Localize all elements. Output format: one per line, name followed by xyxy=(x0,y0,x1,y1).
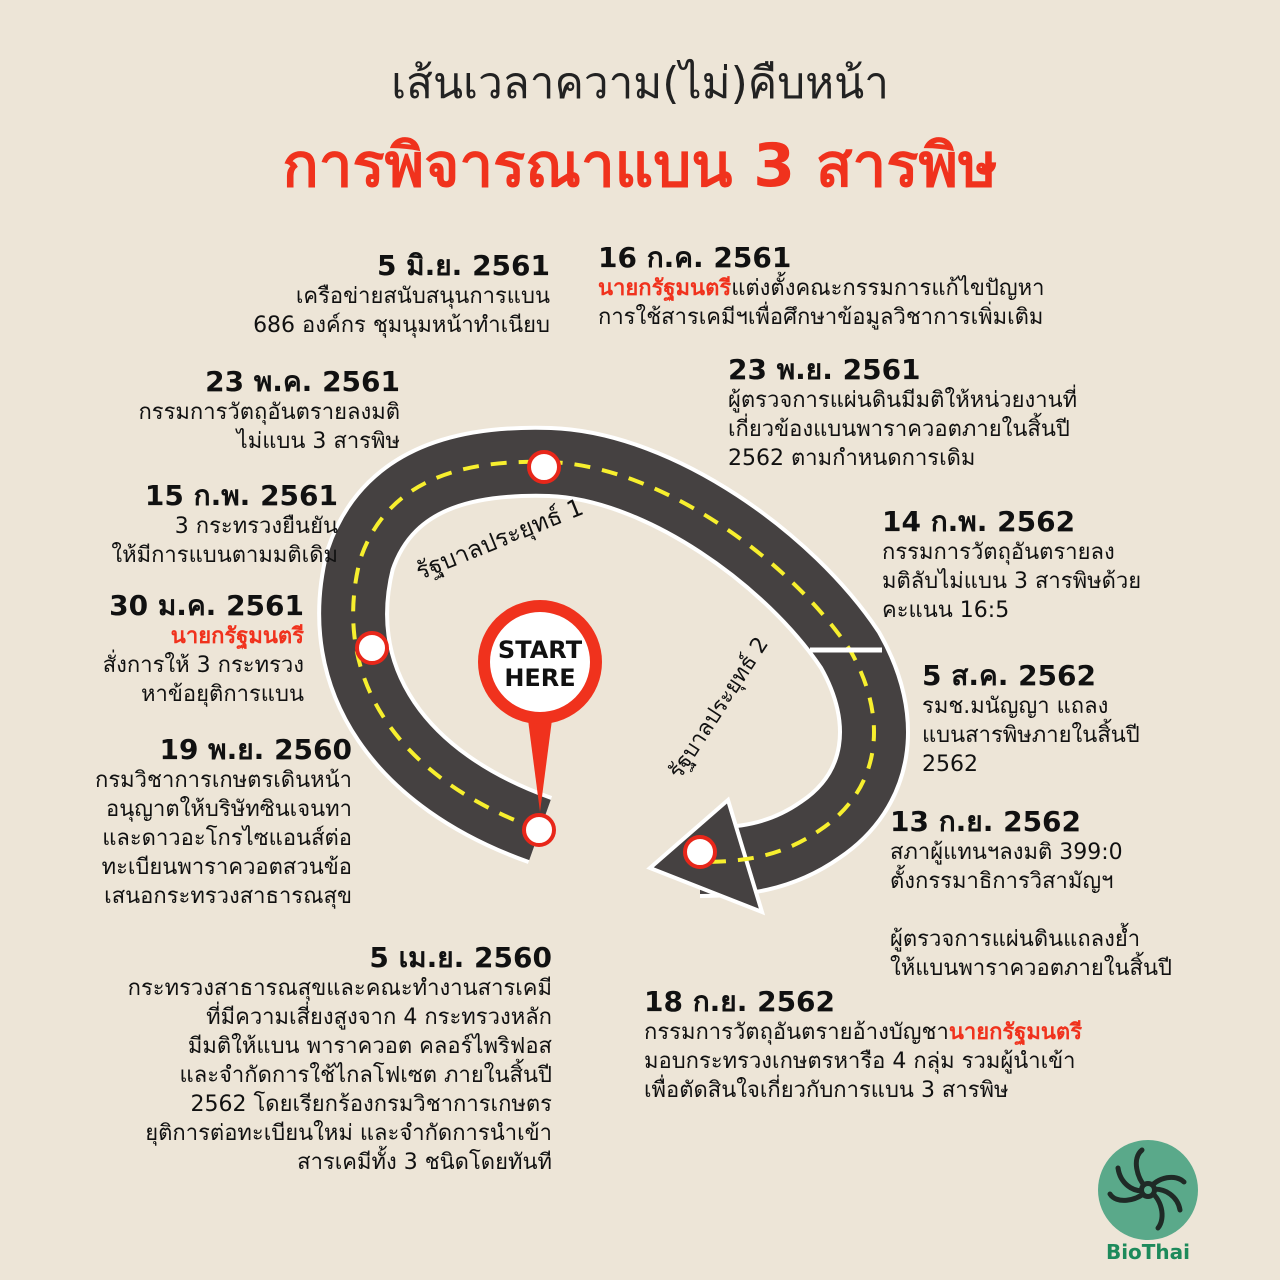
start-label: START xyxy=(497,636,583,664)
event-text: เกี่ยวข้องแบนพาราควอตภายในสิ้นปี xyxy=(728,417,1070,442)
event-text: กรมวิชาการเกษตรเดินหน้า xyxy=(95,768,352,793)
timeline-event xyxy=(890,806,1260,983)
event-text: คะแนน 16:5 xyxy=(882,598,1010,623)
event-text: เสนอกระทรวงสาธารณสุข xyxy=(104,884,352,909)
event-date: 16 ก.ค. 2561 xyxy=(598,241,792,274)
event-text: กระทรวงสาธารณสุขและคณะทำงานสารเคมี xyxy=(127,976,552,1001)
event-text: กรรมการวัตถุอันตรายลง xyxy=(882,540,1115,565)
event-date: 15 ก.พ. 2561 xyxy=(144,479,338,512)
event-date: 5 มิ.ย. 2561 xyxy=(376,249,550,282)
logo-name: BioThai xyxy=(1105,1240,1191,1264)
segment-label-2: รัฐบาลประยุทธ์ 2 xyxy=(664,632,774,784)
event-text: รมช.มนัญญา แถลง xyxy=(922,694,1109,719)
event-text: ให้มีการแบนตามมติเดิม xyxy=(111,543,338,568)
event-date: 5 เม.ย. 2560 xyxy=(369,941,552,974)
event-text: 2562 ตามกำหนดการเดิม xyxy=(728,446,976,471)
event-text: อนุญาตให้บริษัทซินเจนทา xyxy=(106,797,352,822)
event-text: เครือข่ายสนับสนุนการแบน xyxy=(295,284,550,309)
event-text: สารเคมีทั้ง 3 ชนิดโดยทันที xyxy=(297,1150,552,1175)
event-text: ยุติการต่อทะเบียนใหม่ และจำกัดการนำเข้า xyxy=(145,1121,552,1146)
page-subtitle: การพิจารณาแบน 3 สารพิษ xyxy=(282,131,998,201)
event-text: และดาวอะโกรไซแอนส์ต่อ xyxy=(102,826,352,851)
milestone-dot xyxy=(529,452,559,482)
event-text: ให้แบนพาราควอตภายในสิ้นปี xyxy=(890,956,1172,981)
page-title: เส้นเวลาความ(ไม่)คืบหน้า xyxy=(391,58,889,109)
event-text: กรรมการวัตถุอันตรายลงมติ xyxy=(138,400,400,425)
event-text: 3 กระทรวงยืนยัน xyxy=(174,514,338,539)
timeline-event xyxy=(20,942,552,1177)
event-text: ตั้งกรรมาธิการวิสามัญฯ xyxy=(890,869,1114,894)
event-highlight: นายกรัฐมนตรี xyxy=(598,276,732,301)
event-text xyxy=(890,896,1260,925)
milestone-dot xyxy=(524,815,554,845)
timeline-event xyxy=(728,354,1228,473)
event-text: ผู้ตรวจการแผ่นดินแถลงย้ำ xyxy=(890,927,1141,952)
event-date: 18 ก.ย. 2562 xyxy=(644,985,836,1018)
timeline-event xyxy=(20,734,352,911)
event-text: ทะเบียนพาราควอตสวนข้อ xyxy=(101,855,352,880)
event-date: 30 ม.ค. 2561 xyxy=(109,589,304,622)
event-date: 19 พ.ย. 2560 xyxy=(159,733,352,766)
event-date: 23 พ.ย. 2561 xyxy=(728,353,921,386)
event-highlight: นายกรัฐมนตรี xyxy=(170,624,304,649)
event-text: และจำกัดการใช้ไกลโฟเซต ภายในสิ้นปี xyxy=(179,1063,552,1088)
timeline-event xyxy=(60,250,550,340)
segment-label-1: รัฐบาลประยุทธ์ 1 xyxy=(411,492,588,586)
start-label: HERE xyxy=(504,664,576,692)
event-text: สั่งการให้ 3 กระทรวง xyxy=(102,653,304,678)
event-date: 23 พ.ค. 2561 xyxy=(205,365,400,398)
spiral-swirl-icon xyxy=(1096,1138,1200,1242)
event-text: หาข้อยุติการแบน xyxy=(141,682,304,707)
event-text: มีมติให้แบน พาราควอต คลอร์ไพริฟอส xyxy=(187,1034,552,1059)
event-text: ที่มีความเสี่ยงสูงจาก 4 กระทรวงหลัก xyxy=(206,1005,552,1030)
timeline-event xyxy=(30,480,338,570)
event-highlight: นายกรัฐมนตรี xyxy=(948,1020,1083,1045)
event-date: 13 ก.ย. 2562 xyxy=(890,805,1082,838)
event-text: แต่งตั้งคณะกรรมการแก้ไขปัญหา xyxy=(731,276,1045,301)
timeline-event xyxy=(40,366,400,456)
timeline-event xyxy=(644,986,1244,1105)
timeline-event xyxy=(922,660,1242,779)
event-date: 5 ส.ค. 2562 xyxy=(922,659,1097,692)
event-text: การใช้สารเคมีฯเพื่อศึกษาข้อมูลวิชาการเพิ่มเติม xyxy=(598,305,1044,330)
event-date: 14 ก.พ. 2562 xyxy=(882,505,1076,538)
event-text: 2562 xyxy=(922,752,978,777)
event-text: 686 องค์กร ชุมนุมหน้าทำเนียบ xyxy=(253,313,550,338)
event-text: เพื่อตัดสินใจเกี่ยวกับการแบน 3 สารพิษ xyxy=(644,1078,1009,1103)
event-text: มอบกระทรวงเกษตรหารือ 4 กลุ่ม รวมผู้นำเข้า xyxy=(644,1049,1076,1074)
timeline-event xyxy=(30,590,304,709)
milestone-dot xyxy=(357,633,387,663)
event-text: กรรมการวัตถุอันตรายอ้างบัญชา xyxy=(644,1020,949,1045)
milestone-dot xyxy=(685,837,715,867)
timeline-event xyxy=(882,506,1242,625)
event-text: ไม่แบน 3 สารพิษ xyxy=(236,429,400,454)
event-text: สภาผู้แทนฯลงมติ 399:0 xyxy=(890,840,1123,865)
event-text: ผู้ตรวจการแผ่นดินมีมติให้หน่วยงานที่ xyxy=(728,388,1078,413)
event-text: 2562 โดยเรียกร้องกรมวิชาการเกษตร xyxy=(190,1092,552,1117)
timeline-event xyxy=(598,242,1238,332)
road-asphalt xyxy=(353,462,874,862)
event-text: มติลับไม่แบน 3 สารพิษด้วย xyxy=(882,569,1142,594)
event-text: แบนสารพิษภายในสิ้นปี xyxy=(922,723,1140,748)
